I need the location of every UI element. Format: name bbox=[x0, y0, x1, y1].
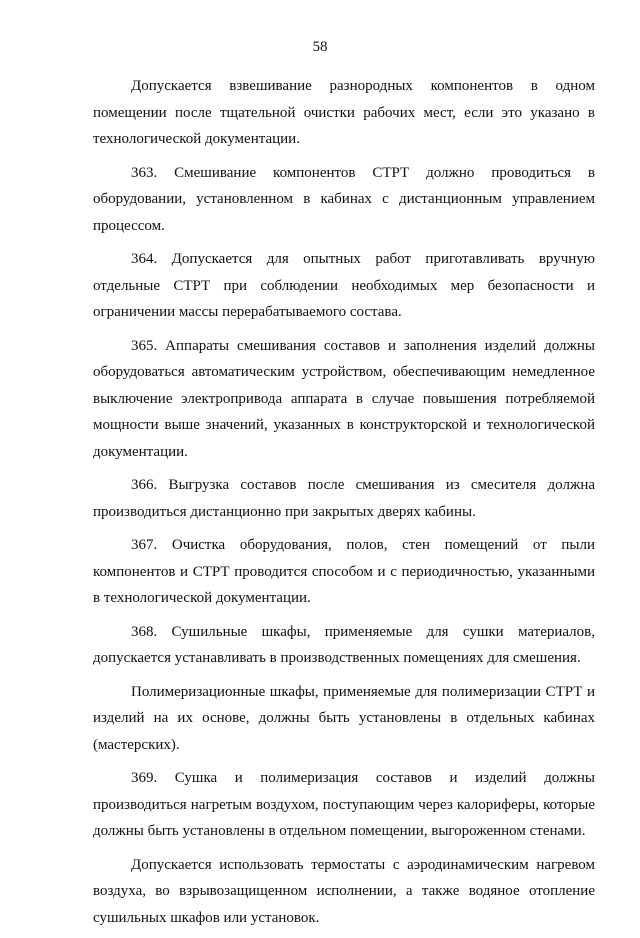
paragraph-363: 363. Смешивание компонентов СТРТ должно проводиться в оборудовании, установленном в кабинах с дистанционным управлением процессом. bbox=[93, 164, 595, 234]
document-body bbox=[93, 73, 595, 938]
paragraph-365: 365. Аппараты смешивания составов и заполнения изделий должны оборудоваться автоматическим устройством, обеспечивающим немедленное выключение электропривода аппарата в случае повышения потребляемой мощности выше значений, указанных в конструкторской и технологической документации. bbox=[93, 337, 595, 460]
page-number: 58 bbox=[312, 39, 328, 55]
paragraph-polymerization-cabinets: Полимеризационные шкафы, применяемые для полимеризации СТРТ и изделий на их основе, должны быть установлены в отдельных кабинах (мастерских). bbox=[93, 683, 595, 753]
paragraph-366: 366. Выгрузка составов после смешивания из смесителя должна производиться дистанционно при закрытых дверях кабины. bbox=[93, 477, 595, 520]
paragraph-weighing-note: Допускается взвешивание разнородных компонентов в одном помещении после тщательной очистки рабочих мест, если это указано в технологической документации. bbox=[93, 78, 595, 147]
paragraph-367: 367. Очистка оборудования, полов, стен помещений от пыли компонентов и СТРТ проводится способом и с периодичностью, указанными в технологической документации. bbox=[93, 537, 595, 606]
paragraph-thermostats-note: Допускается использовать термостаты с аэродинамическим нагревом воздуха, во взрывозащищенном исполнении, а также водяное отопление сушильных шкафов или установок. bbox=[93, 856, 595, 926]
paragraph-364: 364. Допускается для опытных работ приготавливать вручную отдельные СТРТ при соблюдении необходимых мер безопасности и ограничении массы перерабатываемого состава. bbox=[93, 251, 595, 320]
paragraph-368: 368. Сушильные шкафы, применяемые для сушки материалов, допускается устанавливать в производственных помещениях для смешения. bbox=[93, 623, 595, 666]
paragraph-369: 369. Сушка и полимеризация составов и изделий должны производиться нагретым воздухом, поступающим через калориферы, которые должны быть установлены в отдельном помещении, выгороженном стенами. bbox=[93, 770, 595, 839]
